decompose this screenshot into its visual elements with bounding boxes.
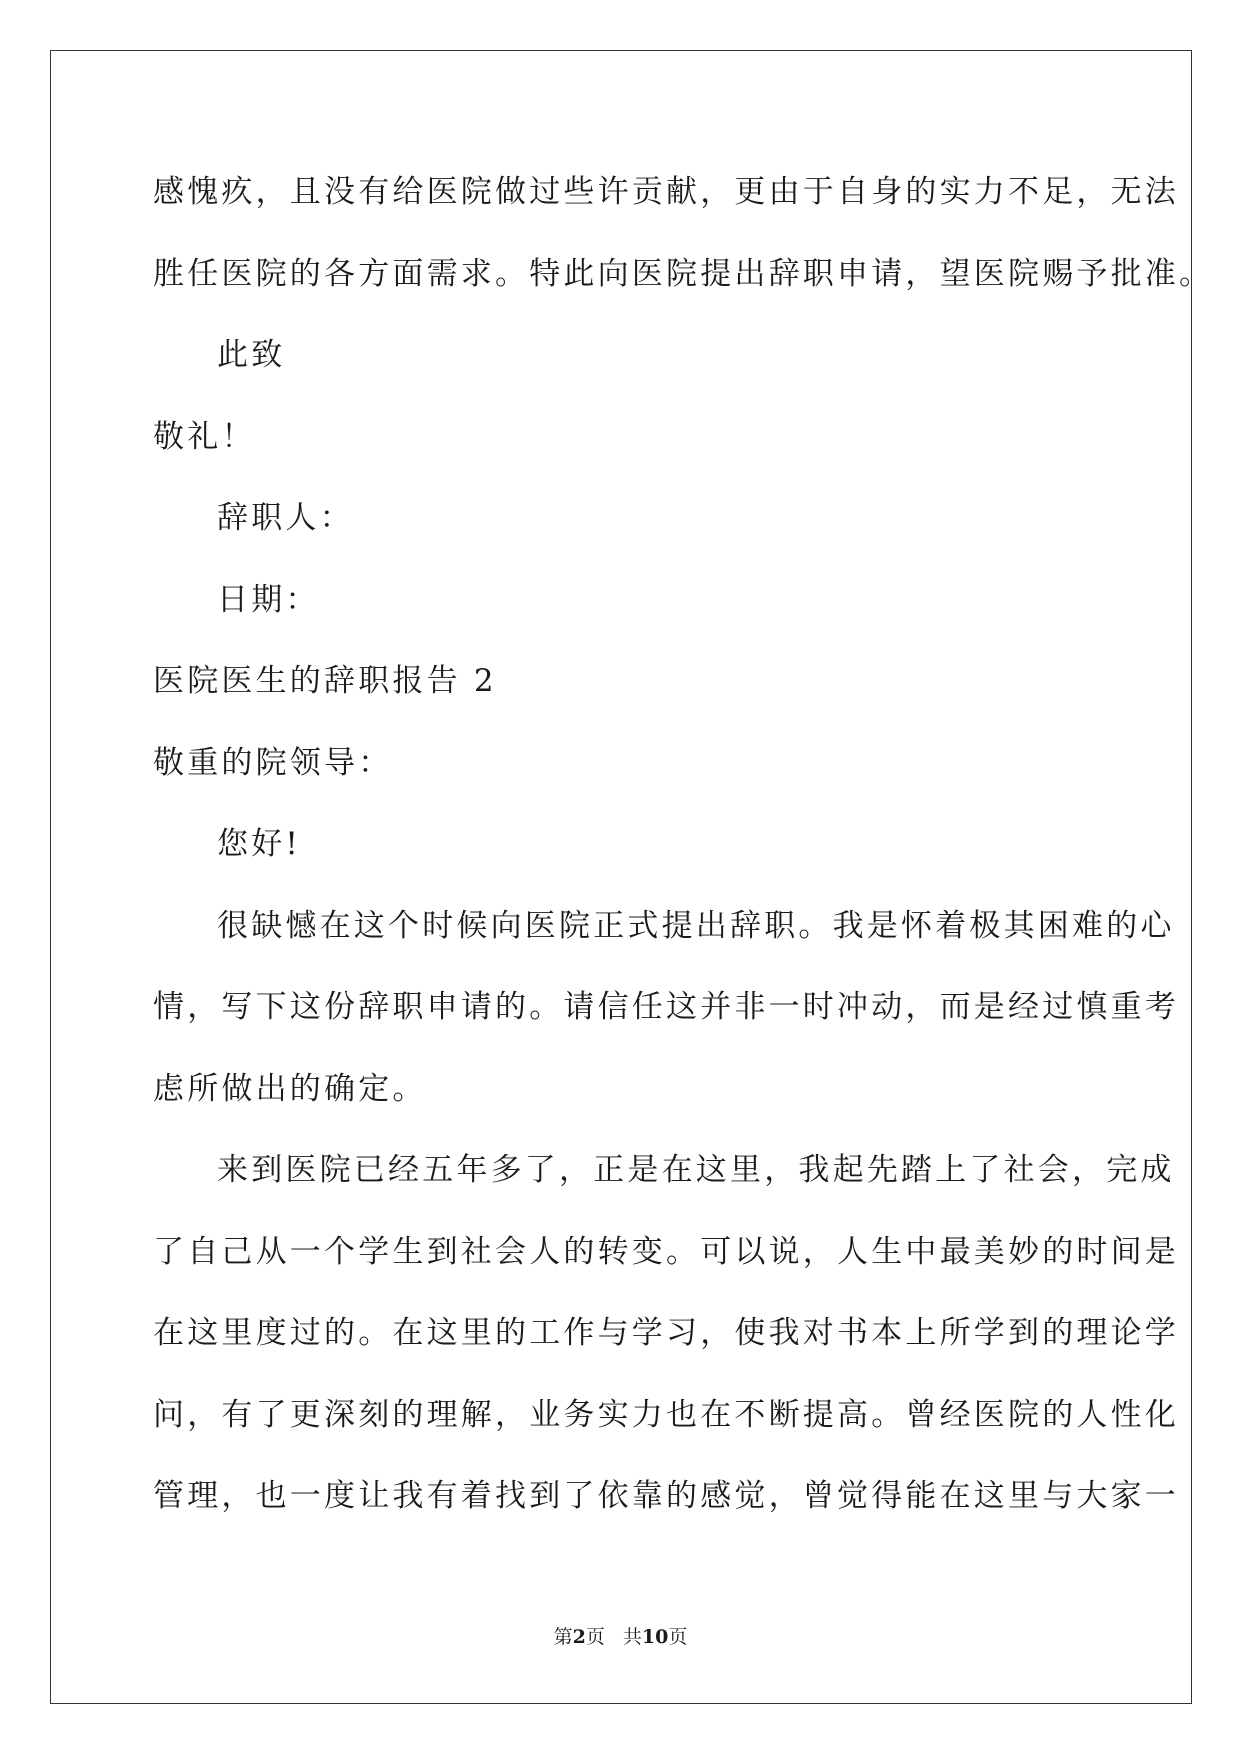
document-body xyxy=(153,160,1214,1546)
page-number: 2 xyxy=(572,1626,586,1648)
resigner-label: 辞职人： xyxy=(217,500,354,536)
salutation-closing: 此致 xyxy=(217,337,286,373)
text-line: 情，写下这份辞职申请的。请信任这并非一时冲动，而是经过慎重考 xyxy=(153,989,1179,1025)
total-prefix: 共 xyxy=(622,1626,642,1648)
text-line: 很缺憾在这个时候向医院正式提出辞职。我是怀着极其困难的心 xyxy=(217,907,1175,944)
text-line: 管理，也一度让我有着找到了依靠的感觉，曾觉得能在这里与大家一 xyxy=(153,1478,1179,1514)
date-label: 日期： xyxy=(217,581,320,618)
page-footer xyxy=(0,1625,1241,1649)
total-suffix: 页 xyxy=(668,1626,688,1648)
text-line: 了自己从一个学生到社会人的转变。可以说，人生中最美妙的时间是 xyxy=(153,1233,1179,1270)
page-prefix: 第 xyxy=(553,1626,573,1648)
total-pages: 10 xyxy=(641,1626,669,1648)
greeting: 您好! xyxy=(217,826,302,862)
addressee: 敬重的院领导： xyxy=(153,744,393,781)
text-line: 在这里度过的。在这里的工作与学习，使我对书本上所学到的理论学 xyxy=(153,1315,1179,1351)
text-line: 来到医院已经五年多了，正是在这里，我起先踏上了社会，完成 xyxy=(217,1152,1175,1188)
salutation-regards: 敬礼！ xyxy=(153,418,256,455)
text-line: 问，有了更深刻的理解，业务实力也在不断提高。曾经医院的人性化 xyxy=(153,1396,1179,1433)
text-line: 胜任医院的各方面需求。特此向医院提出辞职申请，望医院赐予批准。 xyxy=(153,255,1214,292)
section-title: 医院医生的辞职报告 2 xyxy=(153,663,497,699)
text-line: 感愧疚，且没有给医院做过些许贡献，更由于自身的实力不足，无法 xyxy=(153,174,1179,210)
page-suffix: 页 xyxy=(585,1626,605,1648)
text-line: 虑所做出的确定。 xyxy=(153,1070,427,1107)
